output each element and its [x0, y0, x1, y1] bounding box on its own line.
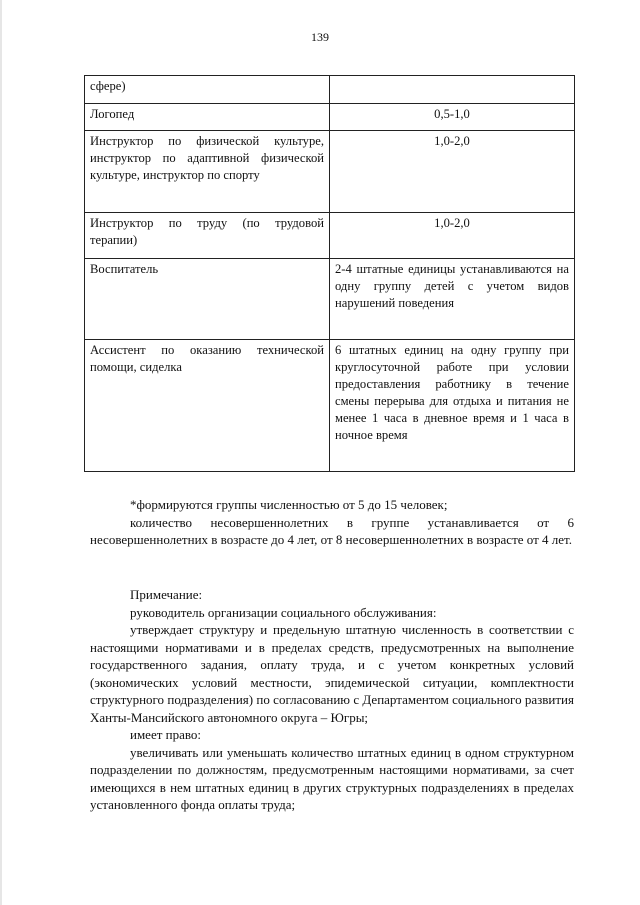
table-row: [85, 104, 575, 131]
norm-cell: 0,5-1,0: [330, 104, 575, 131]
footnote-line: количество несовершеннолетних в группе устанавливается от 6 несовершеннолетних в возрасте до 4 лет, от 8 несовершеннолетних в возрасте от 4 лет.: [90, 514, 574, 547]
note-right-heading: имеет право:: [130, 727, 202, 742]
staffing-norms-table: [84, 75, 575, 472]
position-cell: Воспитатель: [85, 259, 330, 340]
position-cell: сфере): [85, 76, 330, 104]
note-heading: Примечание:: [130, 587, 203, 602]
footnote-line: *формируются группы численностью от 5 до 15 человек;: [130, 497, 448, 512]
note-subject: руководитель организации социального обслуживания:: [130, 604, 437, 620]
footnote-block: [90, 496, 574, 549]
table-row: [85, 340, 575, 472]
position-cell: Логопед: [85, 104, 330, 131]
note-paragraph: увеличивать или уменьшать количество штатных единиц в одном структурном подразделении по должностям, предусмотренным настоящими нормативами, за счет имеющихся в нем штатных единиц в других структурных подразделениях в пределах установленного фонда оплаты труда;: [90, 744, 574, 812]
table-row: [85, 76, 575, 104]
note-block: [90, 586, 574, 814]
norm-cell: 2-4 штатные единицы устанавливаются на одну группу детей с учетом видов нарушений поведения: [330, 259, 575, 340]
table-row: [85, 131, 575, 213]
norm-cell: 1,0-2,0: [330, 213, 575, 259]
table-row: [85, 213, 575, 259]
norm-cell: 6 штатных единиц на одну группу при круглосуточной работе при условии предоставления работнику в течение смены перерыва для отдыха и питания не менее 1 часа в дневное время и 1 часа в ночное время: [330, 340, 575, 472]
norm-cell: [330, 76, 575, 104]
note-paragraph: утверждает структуру и предельную штатную численность в соответствии с настоящими нормативами и в пределах средств, предусмотренных на выполнение государственного задания, оплату труда, и с учетом конкретных условий (экономических условий местности, эпидемической ситуации, комплектности структурного подразделения) по согласованию с Департаментом социального развития Ханты-Мансийского автономного округа – Югры;: [90, 622, 574, 725]
page-number: 139: [311, 30, 329, 44]
norm-cell: 1,0-2,0: [330, 131, 575, 213]
position-cell: Ассистент по оказанию технической помощи, сиделка: [85, 340, 330, 472]
scan-edge: [0, 0, 2, 905]
table-row: [85, 259, 575, 340]
position-cell: Инструктор по физической культуре, инструктор по адаптивной физической культуре, инструктор по спорту: [85, 131, 330, 213]
position-cell: Инструктор по труду (по трудовой терапии): [85, 213, 330, 259]
